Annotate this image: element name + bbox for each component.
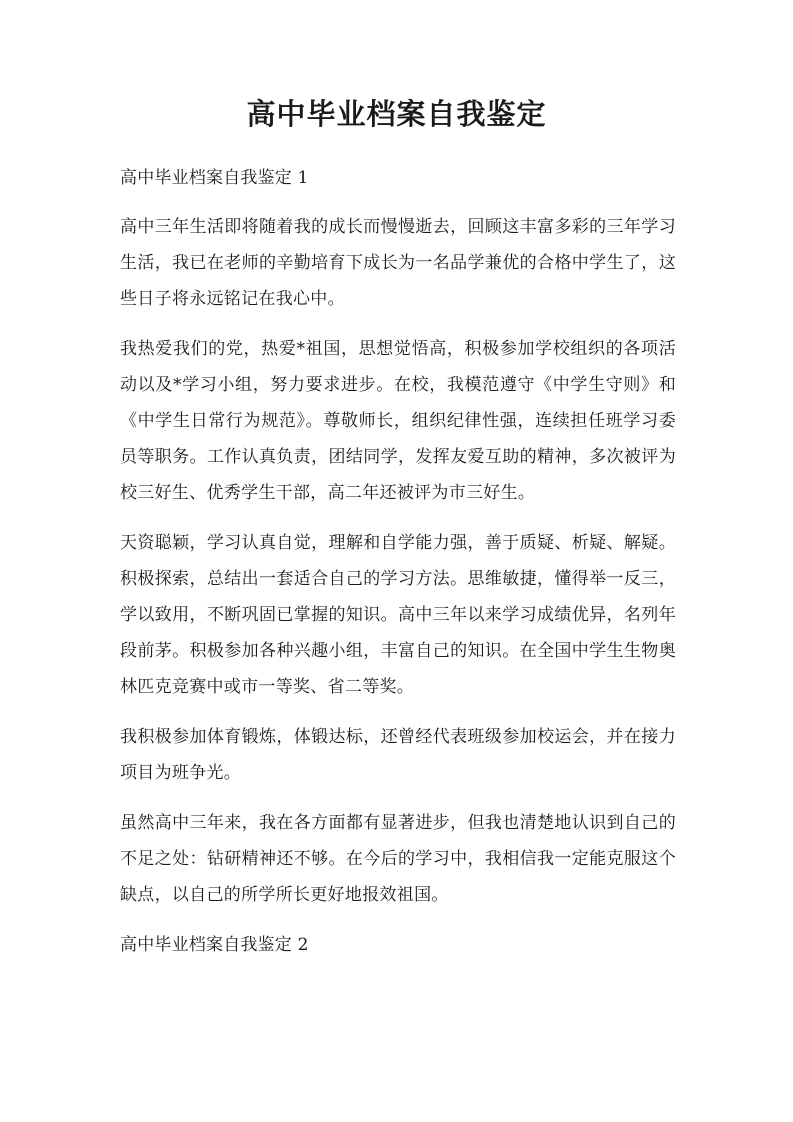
section-1-paragraph-5: 虽然高中三年来，我在各方面都有显著进步，但我也清楚地认识到自己的不足之处：钻研精神还不够。在今后的学习中，我相信我一定能克服这个缺点，以自己的所学所长更好地报效祖国。 [120,813,676,905]
section-1-paragraph-2: 我热爱我们的党，热爱*祖国，思想觉悟高，积极参加学校组织的各项活动以及*学习小组，努力要求进步。在校，我模范遵守《中学生守则》和《中学生日常行为规范》。尊敬师长，组织纪律性强，连续担任班学习委员等职务。工作认真负责，团结同学，发挥友爱互助的精神，多次被评为校三好生、优秀学生干部，高二年还被评为市三好生。 [120,339,676,503]
document-title: 高中毕业档案自我鉴定 [246,97,547,131]
section-2-heading: 高中毕业档案自我鉴定 2 [120,935,309,955]
document-body [120,160,676,964]
section-1-heading: 高中毕业档案自我鉴定 1 [120,168,309,188]
section-1-paragraph-4: 我积极参加体育锻炼，体锻达标，还曾经代表班级参加校运会，并在接力项目为班争光。 [120,727,676,783]
section-1-paragraph-3: 天资聪颖，学习认真自觉，理解和自学能力强，善于质疑、析疑、解疑。积极探索，总结出一套适合自己的学习方法。思维敏捷，懂得举一反三，学以致用，不断巩固已掌握的知识。高中三年以来学习成绩优异，名列年段前茅。积极参加各种兴趣小组，丰富自己的知识。在全国中学生生物奥林匹克竞赛中或市一等奖、省二等奖。 [120,533,676,697]
section-1-paragraph-1: 高中三年生活即将随着我的成长而慢慢逝去，回顾这丰富多彩的三年学习生活，我已在老师的辛勤培育下成长为一名品学兼优的合格中学生了，这些日子将永远铭记在我心中。 [120,217,676,309]
